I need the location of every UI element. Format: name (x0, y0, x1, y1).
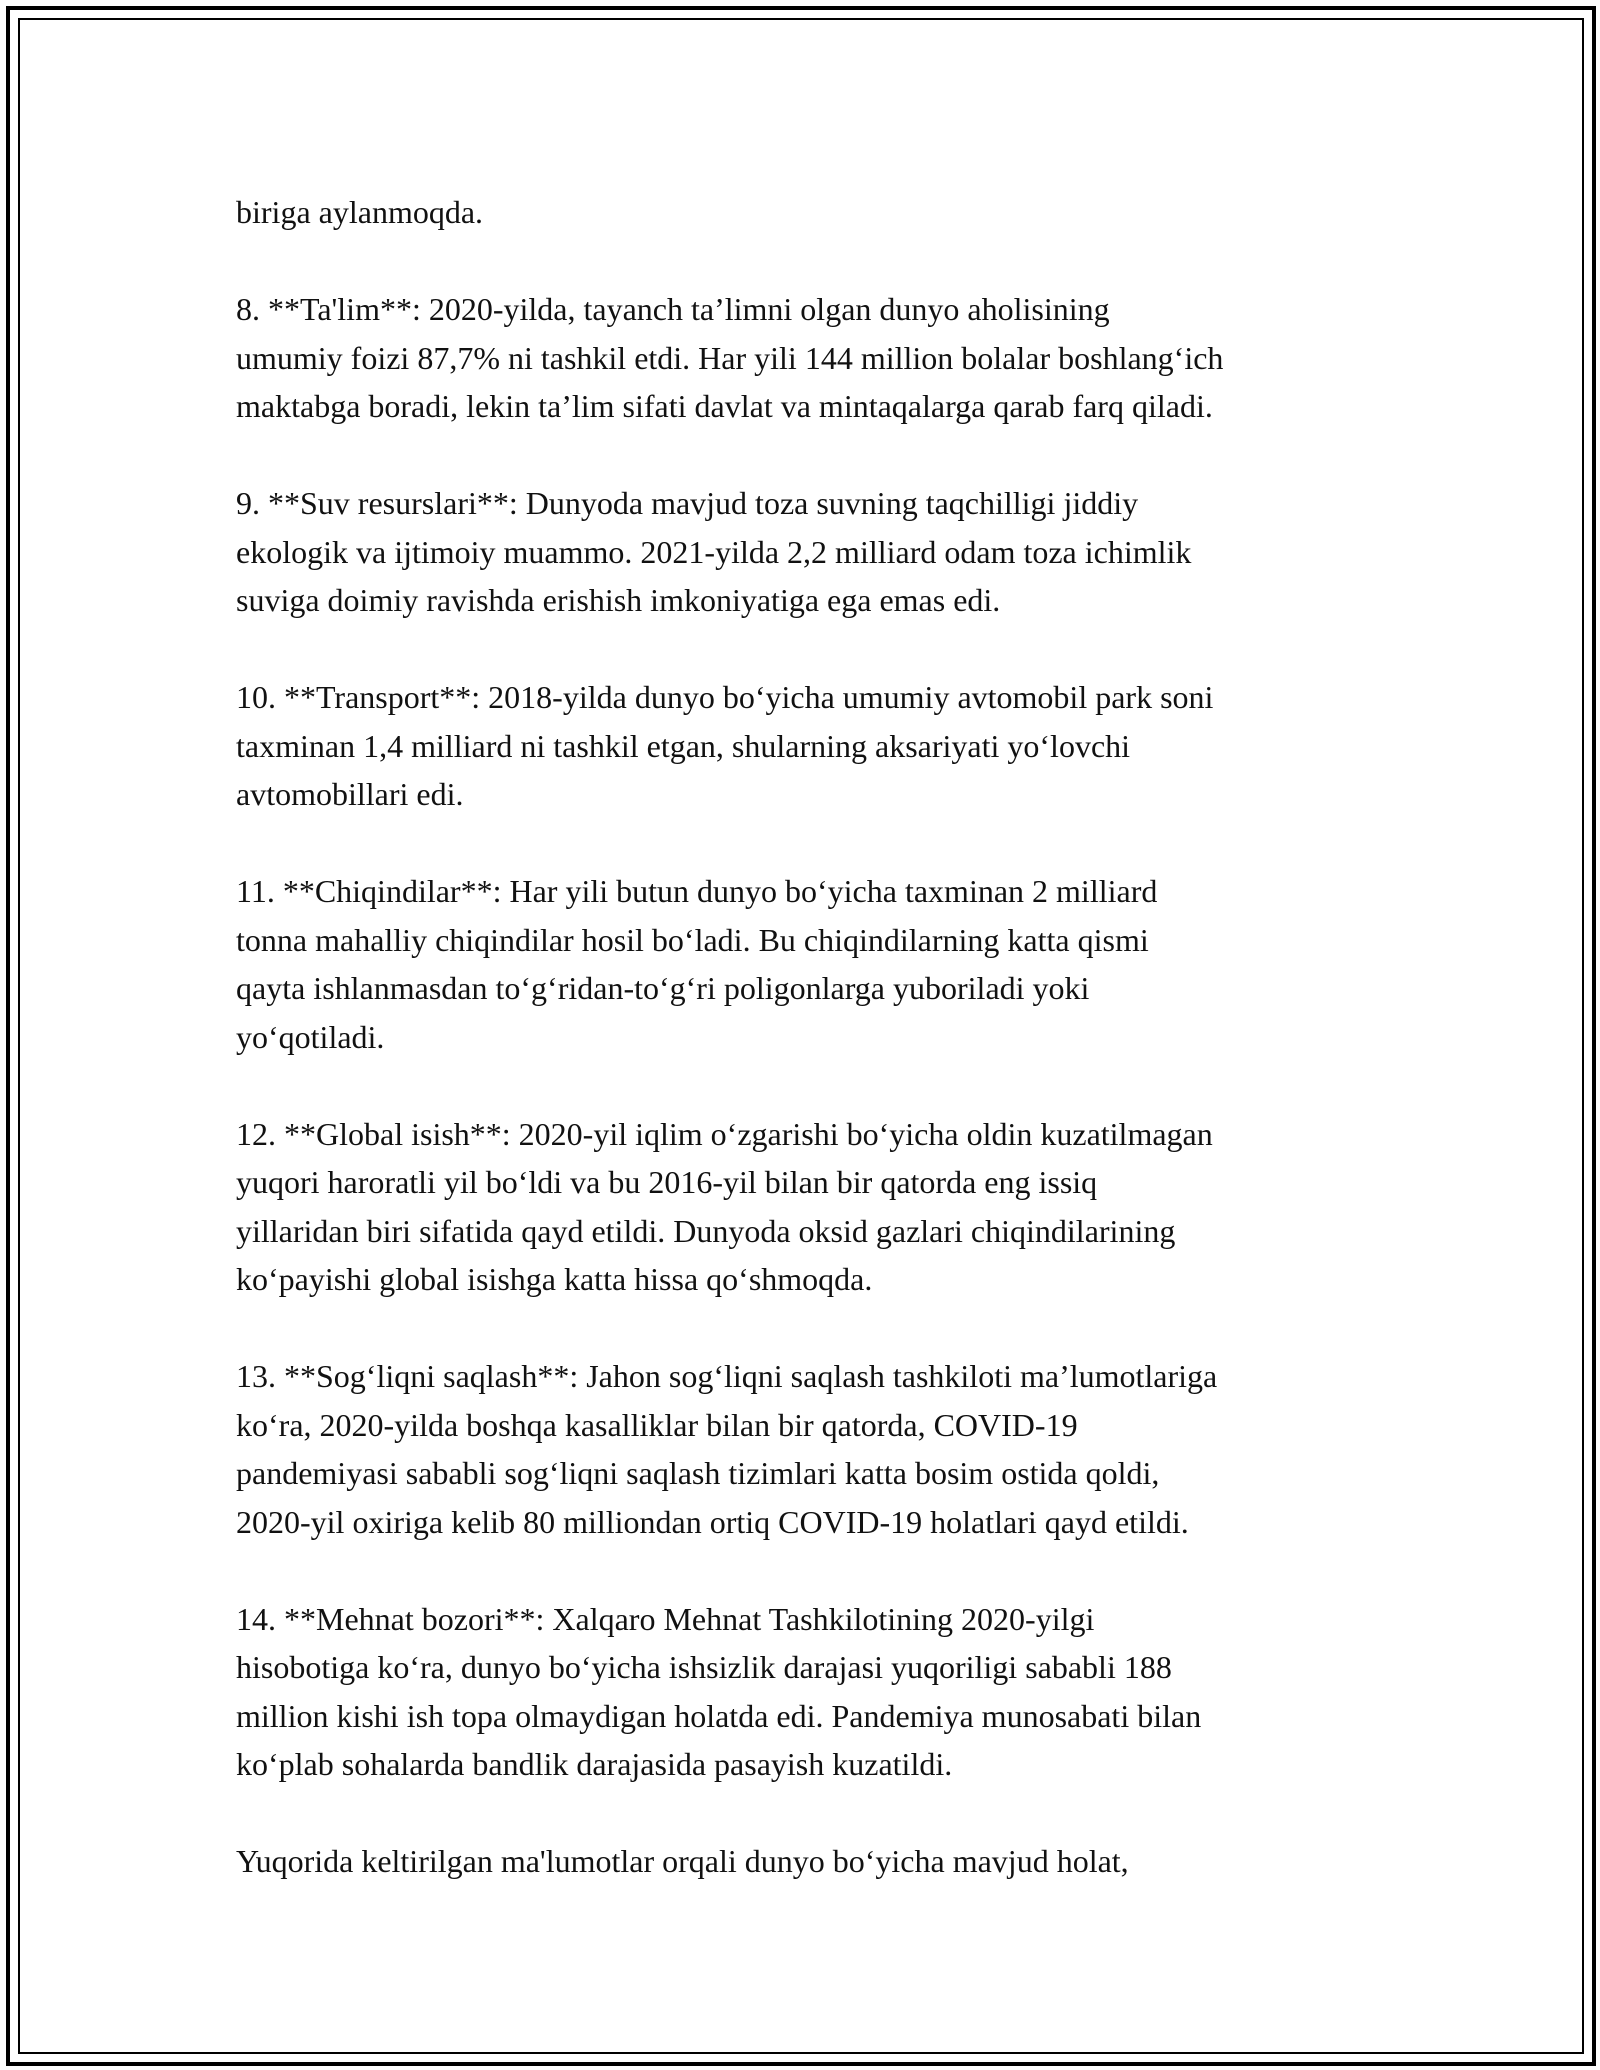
paragraph-healthcare: 13. **Sog‘liqni saqlash**: Jahon sog‘liqni saqlash tashkiloti ma’lumotlariga ko‘ra, 2020-yilda boshqa kasalliklar bilan bir qatorda, COVID-19 pandemiyasi sababli sog‘liqni saqlash tizimlari katta bosim ostida qoldi, 2020-yil oxiriga kelib 80 milliondan ortiq COVID-19 holatlari qayd etildi. (236, 1358, 1218, 1540)
paragraph-water-resources: 9. **Suv resurslari**: Dunyoda mavjud toza suvning taqchilligi jiddiy ekologik va ijtimoiy muammo. 2021-yilda 2,2 milliard odam toza ichimlik suviga doimiy ravishda erishish imkoniyatiga ega emas edi. (236, 485, 1192, 618)
paragraph-continuation: biriga aylanmoqda. (236, 194, 484, 230)
document-body (236, 188, 1396, 1886)
paragraph-labor-market: 14. **Mehnat bozori**: Xalqaro Mehnat Tashkilotining 2020-yilgi hisobotiga ko‘ra, dunyo bo‘yicha ishsizlik darajasi yuqoriligi sababli 188 million kishi ish topa olmaydigan holatda edi. Pandemiya munosabati bilan ko‘plab sohalarda bandlik darajasida pasayish kuzatildi. (236, 1600, 1202, 1782)
paragraph-global-warming: 12. **Global isish**: 2020-yil iqlim o‘zgarishi bo‘yicha oldin kuzatilmagan yuqori haroratli yil bo‘ldi va bu 2016-yil bilan bir qatorda eng issiq yillaridan biri sifatida qayd etildi. Dunyoda oksid gazlari chiqindilarining ko‘payishi global isishga katta hissa qo‘shmoqda. (236, 1115, 1213, 1297)
paragraph-conclusion: Yuqorida keltirilgan ma'lumotlar orqali dunyo bo‘yicha mavjud holat, (236, 1843, 1129, 1879)
paragraph-education: 8. **Ta'lim**: 2020-yilda, tayanch ta’limni olgan dunyo aholisining umumiy foizi 87,7% ni tashkil etdi. Har yili 144 million bolalar boshlang‘ich maktabga boradi, lekin ta’lim sifati davlat va mintaqalarga qarab farq qiladi. (236, 291, 1224, 424)
paragraph-transport: 10. **Transport**: 2018-yilda dunyo bo‘yicha umumiy avtomobil park soni taxminan 1,4 milliard ni tashkil etgan, shularning aksariyati yo‘lovchi avtomobillari edi. (236, 679, 1214, 812)
paragraph-waste: 11. **Chiqindilar**: Har yili butun dunyo bo‘yicha taxminan 2 milliard tonna mahalliy chiqindilar hosil bo‘ladi. Bu chiqindilarning katta qismi qayta ishlanmasdan to‘g‘ridan-to‘g‘ri poligonlarga yuboriladi yoki yo‘qotiladi. (236, 873, 1158, 1055)
